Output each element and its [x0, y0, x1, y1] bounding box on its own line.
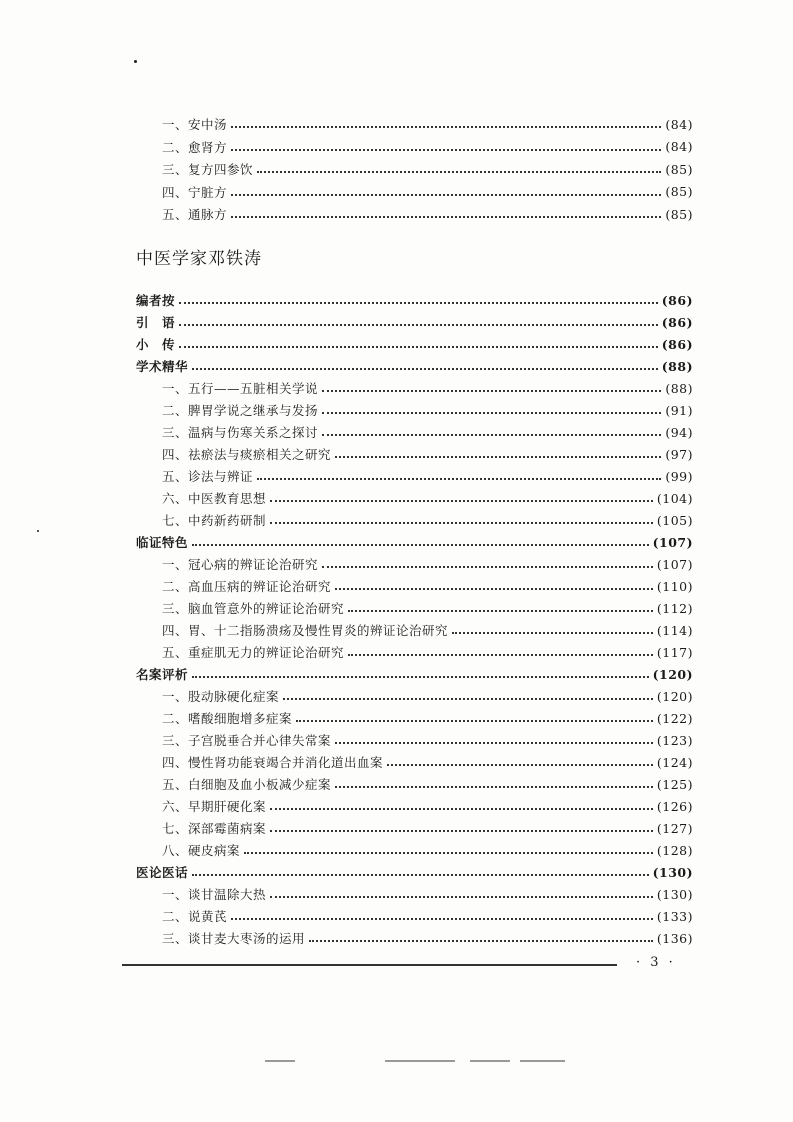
- leader-dots: [231, 126, 661, 128]
- toc-entry-title: 四、祛瘀法与痰瘀相关之研究: [162, 447, 332, 462]
- toc-entry-page: (120): [652, 666, 693, 682]
- toc-entry-page: (130): [652, 864, 693, 880]
- toc-entry-title: 临证特色: [136, 535, 189, 550]
- toc-entry-title: 引 语: [136, 315, 176, 330]
- leader-dots: [322, 390, 661, 392]
- toc-entry: [162, 796, 693, 816]
- toc-entry: [162, 576, 693, 596]
- toc-entry-title: 三、温病与伤寒关系之探讨: [162, 425, 319, 440]
- toc-entry: [162, 422, 693, 442]
- leader-dots: [283, 698, 653, 700]
- toc-entry: [162, 818, 693, 838]
- toc-entry: [162, 752, 693, 772]
- toc-entry-title: 三、复方四参饮: [162, 162, 254, 177]
- toc-entry-page: (133): [656, 908, 693, 924]
- toc-entry: [162, 554, 693, 574]
- toc-entry-title: 一、安中汤: [162, 117, 228, 132]
- toc-section-entry: [136, 312, 693, 332]
- leader-dots: [335, 786, 653, 788]
- toc-entry-page: (97): [665, 446, 693, 462]
- toc-entry-page: (99): [665, 468, 693, 484]
- leader-dots: [322, 434, 661, 436]
- toc-entry-title: 一、谈甘温除大热: [162, 887, 267, 902]
- toc-entry-title: 五、通脉方: [162, 207, 228, 222]
- leader-dots: [270, 522, 653, 524]
- page-number: · 3 ·: [636, 955, 676, 970]
- leader-dots: [348, 654, 653, 656]
- toc-entry: [162, 510, 693, 530]
- toc-entry: [162, 620, 693, 640]
- toc-entry-title: 二、脾胃学说之继承与发扬: [162, 403, 319, 418]
- toc-entry: [162, 906, 693, 926]
- toc-entry: [162, 840, 693, 860]
- leader-dots: [270, 500, 653, 502]
- toc-entry-page: (85): [665, 184, 693, 199]
- toc-entry: [162, 466, 693, 486]
- leader-dots: [335, 588, 653, 590]
- leader-dots: [270, 830, 653, 832]
- toc-entry-title: 编者按: [136, 293, 176, 308]
- toc-entry-title: 六、早期肝硬化案: [162, 799, 267, 814]
- leader-dots: [270, 808, 653, 810]
- toc-entry: [162, 928, 693, 948]
- scan-noise: [265, 1060, 295, 1062]
- toc-entry-title: 二、嗜酸细胞增多症案: [162, 711, 293, 726]
- leader-dots: [348, 610, 653, 612]
- toc-entry: [162, 488, 693, 508]
- toc-entry: [162, 708, 693, 728]
- toc-entry-title: 五、重症肌无力的辨证论治研究: [162, 645, 345, 660]
- toc-entry-title: 名案评析: [136, 667, 189, 682]
- leader-dots: [192, 544, 649, 546]
- leader-dots: [257, 171, 661, 173]
- leader-dots: [296, 720, 653, 722]
- toc-entry: [162, 378, 693, 398]
- toc-entry-page: (120): [656, 688, 693, 704]
- leader-dots: [270, 896, 653, 898]
- leader-dots: [452, 632, 653, 634]
- toc-entry: [162, 642, 693, 662]
- toc-entry-page: (86): [661, 292, 693, 308]
- leader-dots: [335, 742, 653, 744]
- toc-entry-title: 四、慢性肾功能衰竭合并消化道出血案: [162, 755, 384, 770]
- toc-entry-title: 小 传: [136, 337, 176, 352]
- leader-dots: [192, 874, 649, 876]
- toc-entry-title: 二、愈肾方: [162, 139, 228, 155]
- toc-entry-page: (85): [665, 161, 693, 177]
- leader-dots: [322, 412, 661, 414]
- toc-entry-title: 七、深部霉菌病案: [162, 821, 267, 836]
- leader-dots: [192, 368, 658, 370]
- toc-section-entry: [136, 664, 693, 684]
- toc-entry-page: (126): [656, 798, 693, 814]
- toc-entry-title: 五、诊法与辨证: [162, 469, 254, 484]
- toc-entry-page: (88): [665, 380, 693, 396]
- toc-entry-page: (107): [656, 556, 693, 572]
- toc-entry-page: (104): [656, 490, 693, 506]
- toc-entry: [162, 774, 693, 794]
- toc-entry-title: 一、股动脉硬化症案: [162, 689, 280, 704]
- leader-dots: [179, 302, 658, 304]
- leader-dots: [179, 324, 658, 326]
- toc-entry-title: 一、五行——五脏相关学说: [162, 381, 319, 396]
- toc-entry-title: 四、宁脏方: [162, 184, 228, 200]
- scan-speck: [37, 530, 39, 532]
- toc-entry-title: 二、高血压病的辨证论治研究: [162, 579, 332, 594]
- toc-entry: [162, 204, 693, 224]
- toc-entry-page: (136): [656, 930, 693, 946]
- leader-dots: [244, 852, 653, 854]
- toc-entry: [162, 400, 693, 420]
- scan-speck: [134, 60, 137, 63]
- toc-entry-page: (112): [656, 600, 693, 616]
- toc-entry-title: 六、中医教育思想: [162, 491, 267, 506]
- toc-entry-title: 四、胃、十二指肠溃疡及慢性胃炎的辨证论治研究: [162, 623, 449, 638]
- toc-entry-page: (130): [656, 886, 693, 902]
- toc-entry-page: (86): [661, 336, 693, 352]
- toc-entry: [162, 137, 693, 157]
- toc-entry-title: 二、说黄芪: [162, 909, 228, 924]
- toc-entry-title: 学术精华: [136, 359, 189, 374]
- scan-noise: [385, 1060, 455, 1062]
- toc-section-entry: [136, 532, 693, 552]
- leader-dots: [231, 918, 653, 920]
- leader-dots: [179, 346, 658, 348]
- toc-entry: [162, 159, 693, 179]
- toc-section-entry: [136, 334, 693, 354]
- section-heading: 中医学家邓铁涛: [136, 249, 262, 269]
- scan-noise: [470, 1060, 510, 1062]
- toc-entry-page: (91): [665, 402, 693, 418]
- toc-entry: [162, 182, 693, 202]
- toc-entry: [162, 686, 693, 706]
- toc-entry-page: (94): [665, 424, 693, 440]
- toc-entry: [162, 598, 693, 618]
- leader-dots: [387, 764, 653, 766]
- toc-entry-page: (114): [656, 622, 693, 638]
- toc-entry-page: (86): [661, 314, 693, 330]
- toc-entry-page: (107): [652, 534, 693, 550]
- toc-entry-page: (88): [661, 358, 693, 374]
- toc-section-entry: [136, 356, 693, 376]
- toc-entry-page: (125): [656, 776, 693, 792]
- toc-section-entry: [136, 290, 693, 310]
- toc-entry-title: 三、子宫脱垂合并心律失常案: [162, 733, 332, 748]
- toc-entry-page: (110): [656, 578, 693, 594]
- toc-entry: [162, 114, 693, 134]
- toc-entry-page: (128): [656, 842, 693, 858]
- footer-rule: [122, 964, 617, 966]
- leader-dots: [257, 478, 661, 480]
- toc-entry-page: (124): [656, 754, 693, 770]
- toc-entry-page: (127): [656, 820, 693, 836]
- leader-dots: [335, 456, 661, 458]
- leader-dots: [231, 194, 661, 196]
- toc-entry-title: 三、谈甘麦大枣汤的运用: [162, 931, 306, 946]
- toc-entry-page: (122): [656, 710, 693, 726]
- leader-dots: [192, 676, 649, 678]
- toc-entry-title: 三、脑血管意外的辨证论治研究: [162, 601, 345, 616]
- toc-entry-page: (84): [665, 139, 693, 154]
- toc-entry-page: (117): [656, 644, 693, 660]
- leader-dots: [322, 566, 653, 568]
- toc-entry-title: 八、硬皮病案: [162, 843, 241, 858]
- scan-noise: [520, 1060, 565, 1062]
- toc-entry-page: (85): [665, 206, 693, 222]
- leader-dots: [231, 216, 661, 218]
- leader-dots: [309, 940, 653, 942]
- toc-entry-title: 一、冠心病的辨证论治研究: [162, 557, 319, 572]
- toc-section-entry: [136, 862, 693, 882]
- toc-entry-page: (84): [665, 116, 693, 132]
- toc-entry: [162, 730, 693, 750]
- toc-entry: [162, 884, 693, 904]
- leader-dots: [231, 149, 661, 151]
- toc-entry-title: 医论医话: [136, 865, 189, 880]
- toc-entry-title: 七、中药新药研制: [162, 513, 267, 528]
- toc-entry-title: 五、白细胞及血小板减少症案: [162, 777, 332, 792]
- toc-entry-page: (105): [656, 512, 693, 528]
- toc-entry-page: (123): [656, 732, 693, 748]
- toc-entry: [162, 444, 693, 464]
